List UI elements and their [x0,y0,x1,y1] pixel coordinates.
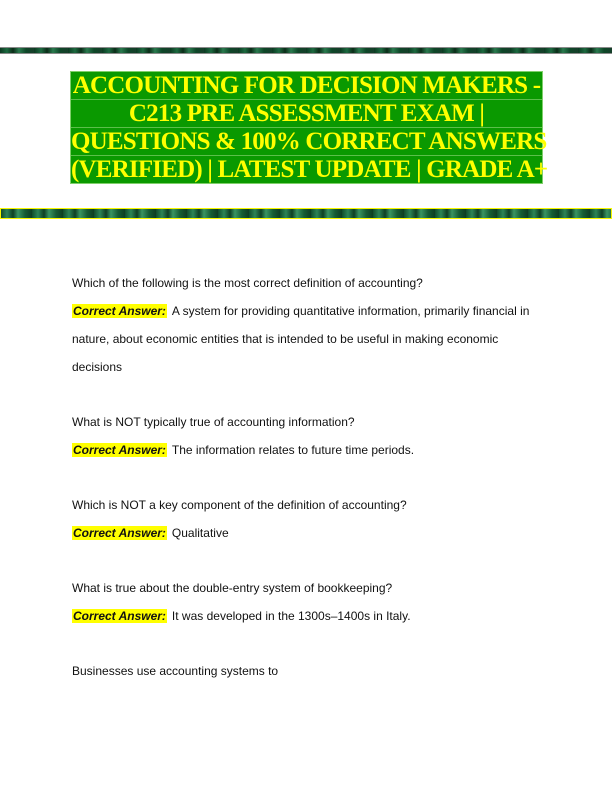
qa-item [72,412,552,468]
correct-answer-label: Correct Answer: [73,609,166,623]
document-title-box [70,71,548,184]
answer-text: A system for providing quantitative information, primarily financial in [171,304,530,318]
question-text: Which of the following is the most correct definition of accounting? [72,276,423,290]
qa-item [72,661,552,689]
qa-item [72,578,552,634]
decorative-top-bar [0,47,612,54]
correct-answer-label: Correct Answer: [73,526,166,540]
answer-continuation: decisions [72,360,123,374]
answer-line [72,606,552,634]
answer-text: It was developed in the 1300s–1400s in Italy. [171,609,411,623]
question-text: Which is NOT a key component of the definition of accounting? [72,498,407,512]
title-line: QUESTIONS & 100% CORRECT ANSWERS [71,128,547,155]
title-line: (VERIFIED) | LATEST UPDATE | GRADE A+ [71,156,548,183]
correct-answer-label: Correct Answer: [73,443,166,457]
question-text: Businesses use accounting systems to [72,664,279,678]
answer-continuation: nature, about economic entities that is intended to be useful in making economic [72,332,499,346]
qa-item [72,273,552,385]
question-text: What is NOT typically true of accounting information? [72,415,355,429]
title-line: ACCOUNTING FOR DECISION MAKERS - [72,72,541,99]
answer-text: The information relates to future time periods. [171,443,415,457]
title-line: C213 PRE ASSESSMENT EXAM | [71,100,542,128]
question-text: What is true about the double-entry system of bookkeeping? [72,581,393,595]
answer-line [72,301,552,329]
answer-line [72,440,552,468]
correct-answer-label: Correct Answer: [73,304,166,318]
decorative-bottom-bar [0,208,612,219]
qa-item [72,495,552,551]
answer-text: Qualitative [171,526,229,540]
answer-line [72,523,552,551]
